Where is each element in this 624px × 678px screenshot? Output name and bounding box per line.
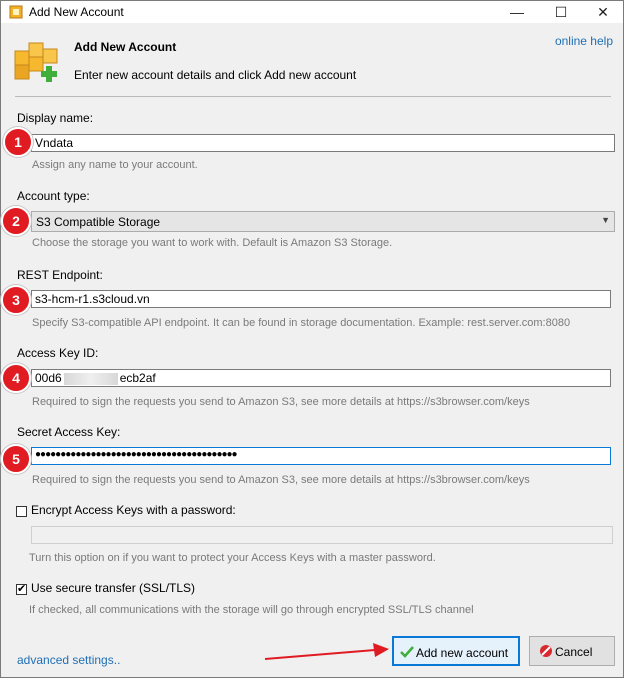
redacted-mask <box>64 373 118 385</box>
account-type-select[interactable] <box>31 211 615 232</box>
header-title: Add New Account <box>74 40 177 54</box>
checkmark-icon: ✔ <box>17 583 27 595</box>
account-type-label: Account type: <box>17 189 90 203</box>
online-help-link[interactable]: online help <box>554 34 613 48</box>
red-arrow-annotation <box>263 641 393 665</box>
step-badge-1: 1 <box>3 127 33 157</box>
display-name-label: Display name: <box>17 111 94 125</box>
step-badge-3: 3 <box>1 285 31 315</box>
secure-transfer-checkbox[interactable] <box>16 584 27 595</box>
header-description: Enter new account details and click Add new account <box>74 68 357 82</box>
secret-key-hint: Required to sign the requests you send to Amazon S3, see more details at https://s3browser.com/keys <box>32 474 530 486</box>
encrypt-keys-checkbox[interactable] <box>16 506 27 517</box>
secret-key-masked-value: ●●●●●●●●●●●●●●●●●●●●●●●●●●●●●●●●●●●●●●●● <box>35 449 237 460</box>
secure-transfer-hint: If checked, all communications with the storage will go through encrypted SSL/TLS channel <box>29 604 474 616</box>
encrypt-keys-hint: Turn this option on if you want to protect your Access Keys with a master password. <box>29 552 436 564</box>
secure-transfer-label[interactable]: Use secure transfer (SSL/TLS) <box>31 581 196 595</box>
add-new-account-button[interactable] <box>392 636 520 666</box>
advanced-settings-link[interactable]: advanced settings.. <box>17 653 121 667</box>
cancel-icon <box>539 644 553 658</box>
display-name-hint: Assign any name to your account. <box>32 159 198 171</box>
close-button[interactable]: ✕ <box>597 4 609 20</box>
step-badge-4: 4 <box>1 363 31 393</box>
minimize-button[interactable]: — <box>510 4 524 20</box>
cancel-button[interactable] <box>529 636 615 666</box>
access-key-id-hint: Required to sign the requests you send to Amazon S3, see more details at https://s3browser.com/keys <box>32 396 530 408</box>
access-key-id-input[interactable] <box>31 369 611 387</box>
rest-endpoint-label: REST Endpoint: <box>17 268 103 282</box>
master-password-input <box>31 526 613 544</box>
secret-key-label: Secret Access Key: <box>17 425 121 439</box>
access-key-id-start: 00d6 <box>35 371 62 385</box>
title-bar <box>1 1 623 23</box>
cancel-label: Cancel <box>555 645 593 659</box>
rest-endpoint-hint: Specify S3-compatible API endpoint. It can be found in storage documentation. Example: rest.server.com:8080 <box>32 317 571 329</box>
access-key-id-end: ecb2af <box>119 371 156 385</box>
rest-endpoint-input[interactable] <box>31 290 611 308</box>
encrypt-keys-label[interactable]: Encrypt Access Keys with a password: <box>31 503 236 517</box>
account-type-value: S3 Compatible Storage <box>36 215 161 229</box>
step-badge-2: 2 <box>1 206 31 236</box>
display-name-input[interactable] <box>31 134 615 152</box>
s3-browser-icon <box>9 5 23 19</box>
storage-boxes-add-icon <box>13 37 63 83</box>
header-divider <box>15 96 611 97</box>
add-new-account-label: Add new account <box>416 646 509 660</box>
account-type-hint: Choose the storage you want to work with. Default is Amazon S3 Storage. <box>32 237 393 249</box>
window-title: Add New Account <box>29 5 124 19</box>
dialog-header <box>1 23 623 95</box>
checkmark-icon <box>400 645 414 659</box>
maximize-button[interactable]: ☐ <box>554 4 568 20</box>
chevron-down-icon: ▼ <box>601 215 610 225</box>
step-badge-5: 5 <box>1 444 31 474</box>
secret-key-input[interactable] <box>31 447 611 465</box>
access-key-id-label: Access Key ID: <box>17 346 99 360</box>
